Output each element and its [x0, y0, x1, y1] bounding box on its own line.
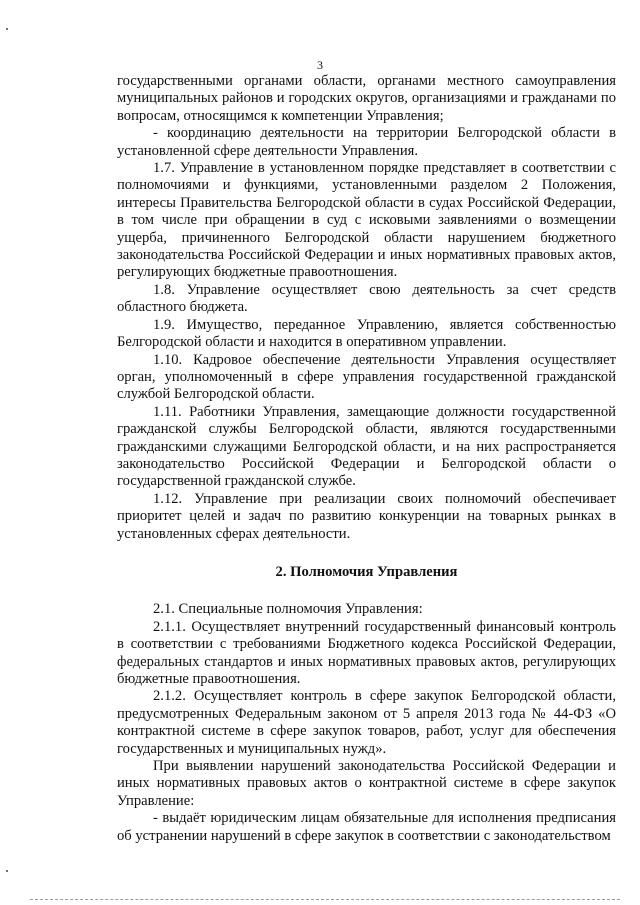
- section-heading: 2. Полномочия Управления: [275, 563, 458, 580]
- paragraph-continuation: государственными органами области, органами местного самоуправления муниципальных районов и городских округов, организациями и гражданами по вопросам, относящимся к компетенции Управления;: [117, 73, 616, 124]
- paragraph-1-7: 1.7. Управление в установленном порядке представляет в соответствии с полномочиями и функциями, установленными разделом 2 Положения, интересы Правительства Белгородской области в судах Российской Федерации, в том числе при обращении в суд с исковыми заявлениями о возмещении ущерба, причиненного Белгородской области нарушением бюджетного законодательства Российской Федерации и иных нормативных правовых актов, регулирующих бюджетные правоотношения.: [117, 160, 616, 281]
- document-body: [117, 73, 616, 845]
- paragraph-1-9: 1.9. Имущество, переданное Управлению, является собственностью Белгородской области и находится в оперативном управлении.: [117, 316, 616, 351]
- paragraph-2-1-1: 2.1.1. Осуществляет внутренний государственный финансовый контроль в соответствии с требованиями Бюджетного кодекса Российской Федерации, федеральных стандартов и иных нормативных правовых актов, регулирующих бюджетные правоотношения.: [117, 618, 616, 687]
- paragraph-violations: При выявлении нарушений законодательства Российской Федерации и иных нормативных правовых актов о контрактной системе в сфере закупок Управление:: [117, 758, 616, 809]
- paragraph-coordination: - координацию деятельности на территории Белгородской области в установленной сфере деятельности Управления.: [117, 125, 616, 159]
- paragraph-2-1: 2.1. Специальные полномочия Управления:: [153, 601, 423, 618]
- footer-scan-line: [30, 899, 620, 900]
- paragraph-1-10: 1.10. Кадровое обеспечение деятельности Управления осуществляет орган, уполномоченный в сфере управления государственной гражданской службой Белгородской области.: [117, 351, 616, 403]
- paragraph-2-1-2: 2.1.2. Осуществляет контроль в сфере закупок Белгородской области, предусмотренных Федеральным законом от 5 апреля 2013 года № 44-ФЗ «О контрактной системе в сфере закупок товаров, работ, услуг для обеспечения государственных и муниципальных нужд».: [117, 688, 616, 757]
- paragraph-orders: - выдаёт юридическим лицам обязательные для исполнения предписания об устранении нарушений в сфере закупок в соответствии с законодательством: [117, 810, 616, 844]
- scan-mark: [6, 870, 8, 872]
- paragraph-1-12: 1.12. Управление при реализации своих полномочий обеспечивает приоритет целей и задач по развитию конкуренции на товарных рынках в установленных сферах деятельности.: [117, 490, 616, 542]
- scan-mark: [6, 28, 8, 30]
- paragraph-1-11: 1.11. Работники Управления, замещающие должности государственной гражданской службы Белгородской области, являются государственными гражданскими служащими Белгородской области, и на них распространяется законодательство Российской Федерации и Белгородской области о государственной гражданской службе.: [117, 403, 616, 490]
- paragraph-1-8: 1.8. Управление осуществляет свою деятельность за счет средств областного бюджета.: [117, 281, 616, 316]
- page-number: 3: [317, 58, 323, 72]
